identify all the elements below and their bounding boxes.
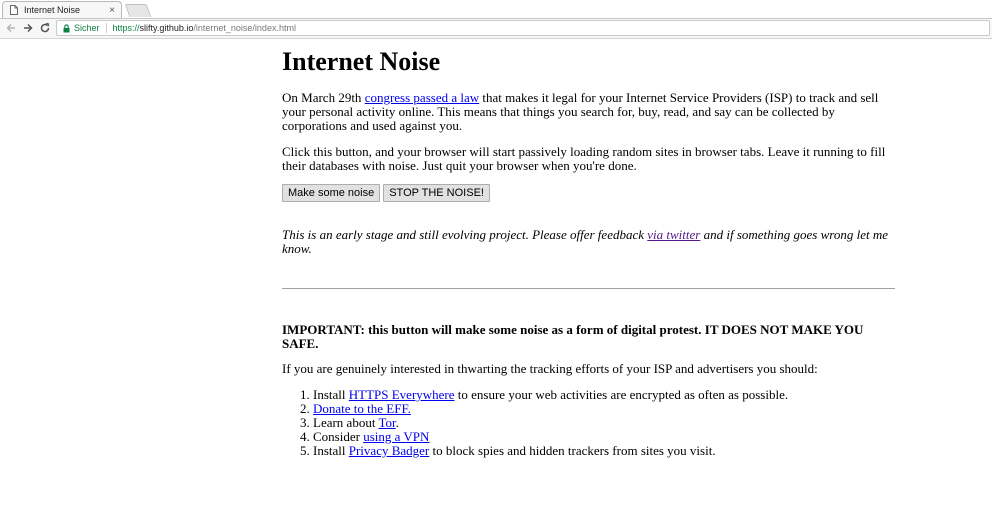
vpn-link[interactable]: using a VPN: [363, 429, 430, 444]
list-item-text: Learn about: [313, 415, 379, 430]
list-item-text: Consider: [313, 429, 364, 444]
tab-strip: [0, 0, 992, 19]
list-item-text: Install: [313, 387, 349, 402]
page-title: Internet Noise: [282, 47, 441, 76]
twitter-link[interactable]: via twitter: [647, 227, 701, 242]
intro-text-end: that makes it legal for your Internet Service Providers (ISP) to track and sell your personal activity online. This means that things you search for, buy, read, and say can be collected by corporations and used against you.: [282, 90, 879, 133]
browser-tab[interactable]: [2, 1, 122, 18]
recommendations-intro: If you are genuinely interested in thwarting the tracking efforts of your ISP and advertisers you should:: [282, 361, 818, 376]
donate-eff-link[interactable]: Donate to the EFF.: [313, 401, 411, 416]
privacy-badger-link[interactable]: Privacy Badger: [348, 443, 430, 458]
important-notice: IMPORTANT: this button will make some noise as a form of digital protest. IT DOES NOT MAKE YOU SAFE.: [282, 322, 864, 351]
tab-title: Internet Noise: [24, 5, 81, 15]
list-item-text: Install: [313, 443, 349, 458]
list-item: [313, 402, 895, 416]
lock-icon: [63, 24, 70, 33]
tor-link[interactable]: Tor: [378, 415, 396, 430]
page-content: [282, 38, 895, 458]
url-host: slifty.github.io: [139, 23, 194, 33]
document-icon: [10, 5, 18, 15]
make-noise-button[interactable]: Make some noise: [282, 184, 380, 202]
feedback-note: [282, 228, 895, 256]
address-separator: [106, 23, 107, 33]
new-tab-button[interactable]: [125, 4, 152, 17]
reload-icon[interactable]: [38, 21, 52, 35]
noise-controls: [282, 184, 895, 202]
forward-arrow-icon[interactable]: [21, 21, 35, 35]
list-item: [313, 430, 895, 444]
stop-noise-button[interactable]: STOP THE NOISE!: [383, 184, 490, 202]
browser-toolbar: [0, 19, 992, 39]
recommendations-list: [282, 388, 895, 458]
intro-text-start: On March 29th: [282, 90, 365, 105]
divider: [282, 288, 895, 289]
feedback-text-end: and if something goes wrong let me know.: [282, 227, 889, 256]
list-item-text: to block spies and hidden trackers from sites you visit.: [429, 443, 716, 458]
back-arrow-icon[interactable]: [4, 21, 18, 35]
list-item: [313, 416, 895, 430]
list-item-text: .: [395, 415, 399, 430]
feedback-text-start: This is an early stage and still evolving project. Please offer feedback: [282, 227, 648, 242]
instructions-paragraph: Click this button, and your browser will start passively loading random sites in browser tabs. Leave it running to fill their databases with noise. Just quit your browser when you're done.: [282, 144, 886, 173]
address-bar[interactable]: [56, 20, 990, 36]
intro-paragraph: [282, 91, 895, 133]
list-item: [313, 444, 895, 458]
https-everywhere-link[interactable]: HTTPS Everywhere: [348, 387, 455, 402]
congress-law-link[interactable]: congress passed a law: [364, 90, 480, 105]
list-item: [313, 388, 895, 402]
close-tab-icon[interactable]: ×: [109, 4, 115, 16]
list-item-text: to ensure your web activities are encrypted as often as possible.: [454, 387, 789, 402]
secure-label: Sicher: [74, 23, 100, 33]
url-scheme: https://: [112, 23, 140, 33]
url-path: /internet_noise/index.html: [193, 23, 296, 33]
